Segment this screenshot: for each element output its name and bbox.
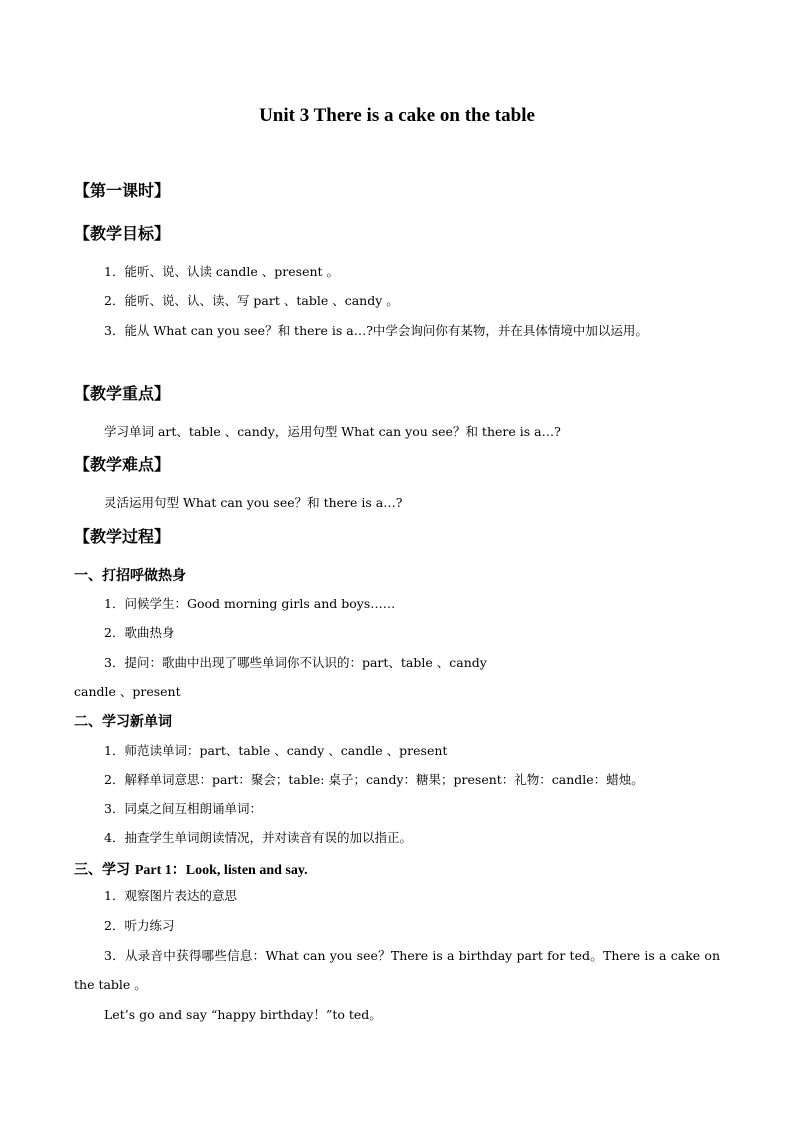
- step-heading-cn: 三、学习: [74, 862, 135, 878]
- key-points-header: 【教学重点】: [74, 384, 171, 403]
- list-item: 3．从录音中获得哪些信息：What can you see？There is a birthday part for ted。There is a cake on the table 。: [74, 948, 720, 992]
- objective-item: 2．能听、说、认、读、写 part 、table 、candy 。: [104, 293, 399, 308]
- list-item: 1．师范读单词：part、table 、candy 、candle 、present: [104, 743, 448, 758]
- step-heading: 一、打招呼做热身: [74, 568, 186, 584]
- list-item: 2．听力练习: [104, 918, 175, 933]
- list-item: 2．歌曲热身: [104, 625, 175, 640]
- document-title: Unit 3 There is a cake on the table: [259, 105, 535, 126]
- list-item: 4．抽查学生单词朗读情况，并对读音有误的加以指正。: [104, 830, 412, 845]
- objective-item: 3．能从 What can you see？和 there is a…?中学会询问你有某物，并在具体情境中加以运用。: [104, 323, 648, 338]
- list-item: Let’s go and say “happy birthday！”to ted。: [104, 1007, 382, 1022]
- difficulties-header: 【教学难点】: [74, 455, 171, 474]
- list-item: 2．解释单词意思：part：聚会；table: 桌子；candy：糖果；present：礼物：candle：蜡烛。: [104, 772, 644, 787]
- list-item: 3．提问：歌曲中出现了哪些单词你不认识的：part、table 、candy: [104, 655, 487, 670]
- list-item: candle 、present: [74, 684, 181, 699]
- objective-item: 1．能听、说、认读 candle 、present 。: [104, 264, 340, 279]
- lesson-header: 【第一课时】: [74, 181, 171, 200]
- difficulties-text: 灵活运用句型 What can you see？和 there is a…?: [104, 495, 403, 510]
- step-heading: 二、学习新单词: [74, 714, 172, 730]
- process-header: 【教学过程】: [74, 527, 171, 546]
- objectives-header: 【教学目标】: [74, 224, 171, 243]
- step-heading: [74, 859, 308, 879]
- list-item: 1．问候学生：Good morning girls and boys……: [104, 596, 396, 611]
- step-heading-en: Part 1：Look, listen and say.: [134, 863, 308, 878]
- list-item: 1．观察图片表达的意思: [104, 888, 237, 903]
- key-points-text: 学习单词 art、table 、candy，运用句型 What can you see？和 there is a…?: [104, 424, 561, 439]
- list-item: 3．同桌之间互相朗诵单词：: [104, 801, 262, 816]
